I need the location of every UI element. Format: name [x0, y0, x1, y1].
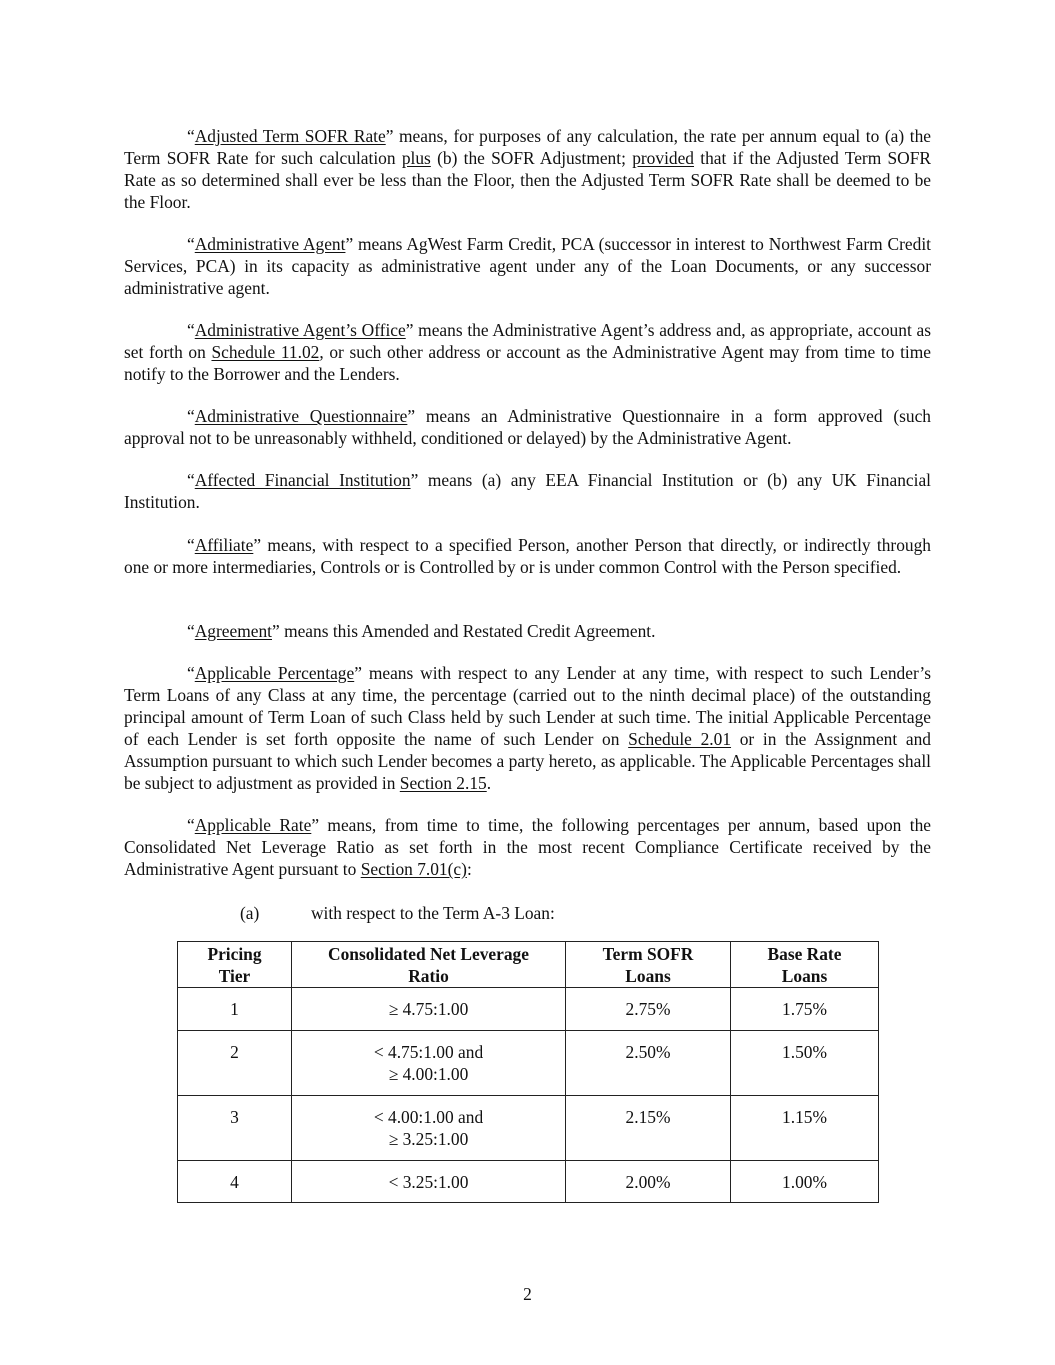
- sub-item-text: with respect to the Term A-3 Loan:: [311, 903, 555, 923]
- definition-affiliate: “Affiliate” means, with respect to a specified Person, another Person that directly, or indirectly through one or more intermediaries, Controls or is Controlled by or is under common Control with the Person specified.: [124, 535, 931, 577]
- term-sofr-cell: 2.15%: [566, 1096, 731, 1161]
- tier-cell: 2: [178, 1031, 292, 1096]
- page-number: 2: [523, 1284, 532, 1304]
- ratio-cell: < 4.75:1.00 and ≥ 4.00:1.00: [292, 1031, 566, 1096]
- table-row: [178, 1161, 879, 1203]
- defined-term: Agreement: [194, 621, 272, 641]
- base-rate-cell: 1.50%: [731, 1031, 879, 1096]
- cross-reference: Schedule 11.02: [211, 342, 320, 362]
- tier-cell: 4: [178, 1161, 292, 1203]
- defined-term: Applicable Rate: [194, 815, 312, 835]
- cross-reference: Section 7.01(c): [360, 859, 467, 879]
- ratio-cell: < 3.25:1.00: [292, 1161, 566, 1203]
- defined-term: Administrative Agent’s Office: [194, 320, 406, 340]
- cross-reference: Schedule 2.01: [628, 729, 732, 749]
- definition-adjusted-term-sofr-rate: “Adjusted Term SOFR Rate” means, for purposes of any calculation, the rate per annum equal to (a) the Term SOFR Rate for such calculation plus (b) the SOFR Adjustment; provided that if the Adjusted Term SOFR Rate as so determined shall ever be less than the Floor, then the Adjusted Term SOFR Rate shall be deemed to be the Floor.: [124, 126, 931, 212]
- sub-item-label: (a): [240, 903, 260, 923]
- definition-administrative-questionnaire: “Administrative Questionnaire” means an Administrative Questionnaire in a form approved (such approval not to be unreasonably withheld, conditioned or delayed) by the Administrative Agent.: [124, 406, 932, 448]
- pricing-table: [177, 941, 879, 1203]
- header-base-rate-loans: Base Rate Loans: [731, 942, 879, 988]
- tier-cell: 1: [178, 988, 292, 1031]
- term-sofr-cell: 2.50%: [566, 1031, 731, 1096]
- defined-term: Affiliate: [194, 535, 254, 555]
- term-sofr-cell: 2.00%: [566, 1161, 731, 1203]
- definition-applicable-percentage: “Applicable Percentage” means with respect to any Lender at any time, with respect to such Lender’s Term Loans of any Class at any time, the percentage (carried out to the ninth decimal place) of the outstanding principal amount of Term Loan of such Class held by such Lender at such time. The initial Applicable Percentage of each Lender is set forth opposite the name of such Lender on Schedule 2.01 or in the Assignment and Assumption pursuant to which such Lender becomes a party hereto, as applicable. The Applicable Percentages shall be subject to adjustment as provided in Section 2.15.: [124, 663, 931, 793]
- term-sofr-cell: 2.75%: [566, 988, 731, 1031]
- header-pricing-tier: Pricing Tier: [178, 942, 292, 988]
- definition-administrative-agents-office: “Administrative Agent’s Office” means the Administrative Agent’s address and, as appropriate, account as set forth on Schedule 11.02, or such other address or account as the Administrative Agent may from time to time notify to the Borrower and the Lenders.: [124, 320, 932, 384]
- tier-cell: 3: [178, 1096, 292, 1161]
- definition-affected-financial-institution: “Affected Financial Institution” means (a) any EEA Financial Institution or (b) any UK Financial Institution.: [124, 470, 931, 512]
- cross-reference: provided: [632, 148, 695, 168]
- base-rate-cell: 1.75%: [731, 988, 879, 1031]
- defined-term: Administrative Questionnaire: [194, 406, 408, 426]
- cross-reference: plus: [401, 148, 431, 168]
- table-row: [178, 1031, 879, 1096]
- base-rate-cell: 1.00%: [731, 1161, 879, 1203]
- table-row: [178, 988, 879, 1031]
- definition-applicable-rate: “Applicable Rate” means, from time to time, the following percentages per annum, based upon the Consolidated Net Leverage Ratio as set forth in the most recent Compliance Certificate received by the Administrative Agent pursuant to Section 7.01(c):: [124, 815, 931, 879]
- header-term-sofr-loans: Term SOFR Loans: [566, 942, 731, 988]
- ratio-cell: < 4.00:1.00 and ≥ 3.25:1.00: [292, 1096, 566, 1161]
- header-consolidated-net-leverage-ratio: Consolidated Net Leverage Ratio: [292, 942, 566, 988]
- defined-term: Adjusted Term SOFR Rate: [194, 126, 386, 146]
- definition-administrative-agent: “Administrative Agent” means AgWest Farm Credit, PCA (successor in interest to Northwest Farm Credit Services, PCA) in its capacity as administrative agent under any of the Loan Documents, or any successor administrative agent.: [124, 234, 931, 298]
- defined-term: Administrative Agent: [194, 234, 346, 254]
- ratio-cell: ≥ 4.75:1.00: [292, 988, 566, 1031]
- table-row: [178, 1096, 879, 1161]
- base-rate-cell: 1.15%: [731, 1096, 879, 1161]
- definition-agreement: “Agreement” means this Amended and Restated Credit Agreement.: [187, 621, 656, 641]
- defined-term: Applicable Percentage: [194, 663, 355, 683]
- pricing-table-header-row: [178, 942, 879, 988]
- defined-term: Affected Financial Institution: [194, 470, 411, 490]
- cross-reference: Section 2.15: [399, 773, 487, 793]
